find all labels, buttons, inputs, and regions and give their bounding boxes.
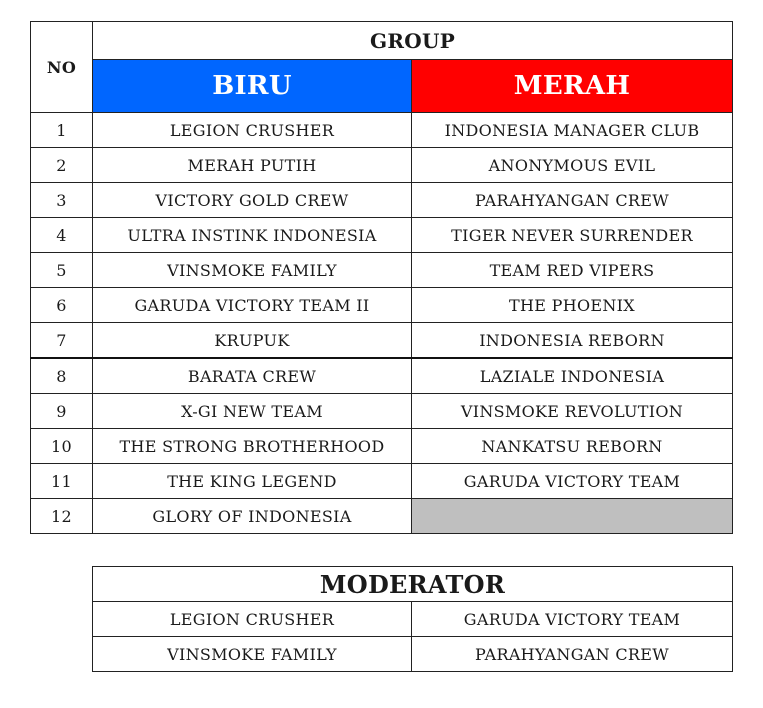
row-number: 5 [31, 253, 93, 288]
team-header-row [31, 60, 733, 113]
biru-team: KRUPUK [93, 323, 412, 359]
merah-header: MERAH [412, 60, 733, 113]
group-table [30, 21, 733, 534]
row-number: 8 [31, 358, 93, 394]
row-number: 2 [31, 148, 93, 183]
merah-team: THE PHOENIX [412, 288, 733, 323]
row-number: 4 [31, 218, 93, 253]
table-row [31, 429, 733, 464]
table-row [31, 323, 733, 359]
group-header-row [31, 22, 733, 60]
table-row [31, 358, 733, 394]
moderator-row [93, 602, 733, 637]
table-row [31, 288, 733, 323]
merah-team-empty [412, 499, 733, 534]
moderator-title: MODERATOR [93, 567, 733, 602]
biru-team: VICTORY GOLD CREW [93, 183, 412, 218]
merah-team: VINSMOKE REVOLUTION [412, 394, 733, 429]
merah-team: PARAHYANGAN CREW [412, 183, 733, 218]
moderator-cell: VINSMOKE FAMILY [93, 637, 412, 672]
biru-team: VINSMOKE FAMILY [93, 253, 412, 288]
row-number: 10 [31, 429, 93, 464]
merah-team: TEAM RED VIPERS [412, 253, 733, 288]
merah-team: INDONESIA MANAGER CLUB [412, 113, 733, 148]
merah-team: GARUDA VICTORY TEAM [412, 464, 733, 499]
row-number: 3 [31, 183, 93, 218]
table-row [31, 464, 733, 499]
moderator-table [92, 566, 733, 672]
biru-team: ULTRA INSTINK INDONESIA [93, 218, 412, 253]
biru-team: THE STRONG BROTHERHOOD [93, 429, 412, 464]
merah-team: TIGER NEVER SURRENDER [412, 218, 733, 253]
group-header: GROUP [93, 22, 733, 60]
table-row [31, 253, 733, 288]
biru-team: THE KING LEGEND [93, 464, 412, 499]
row-number: 11 [31, 464, 93, 499]
moderator-cell: LEGION CRUSHER [93, 602, 412, 637]
row-number: 1 [31, 113, 93, 148]
no-column-header: NO [31, 22, 93, 113]
table-row [31, 183, 733, 218]
row-number: 7 [31, 323, 93, 359]
biru-header: BIRU [93, 60, 412, 113]
biru-team: GLORY OF INDONESIA [93, 499, 412, 534]
biru-team: MERAH PUTIH [93, 148, 412, 183]
biru-team: GARUDA VICTORY TEAM II [93, 288, 412, 323]
merah-team: NANKATSU REBORN [412, 429, 733, 464]
table-row [31, 499, 733, 534]
merah-team: ANONYMOUS EVIL [412, 148, 733, 183]
row-number: 9 [31, 394, 93, 429]
biru-team: X-GI NEW TEAM [93, 394, 412, 429]
merah-team: LAZIALE INDONESIA [412, 358, 733, 394]
row-number: 6 [31, 288, 93, 323]
table-row [31, 218, 733, 253]
moderator-row [93, 637, 733, 672]
biru-team: BARATA CREW [93, 358, 412, 394]
row-number: 12 [31, 499, 93, 534]
table-row [31, 148, 733, 183]
table-row [31, 113, 733, 148]
moderator-header-row [93, 567, 733, 602]
moderator-cell: GARUDA VICTORY TEAM [412, 602, 733, 637]
moderator-cell: PARAHYANGAN CREW [412, 637, 733, 672]
merah-team: INDONESIA REBORN [412, 323, 733, 359]
biru-team: LEGION CRUSHER [93, 113, 412, 148]
table-row [31, 394, 733, 429]
